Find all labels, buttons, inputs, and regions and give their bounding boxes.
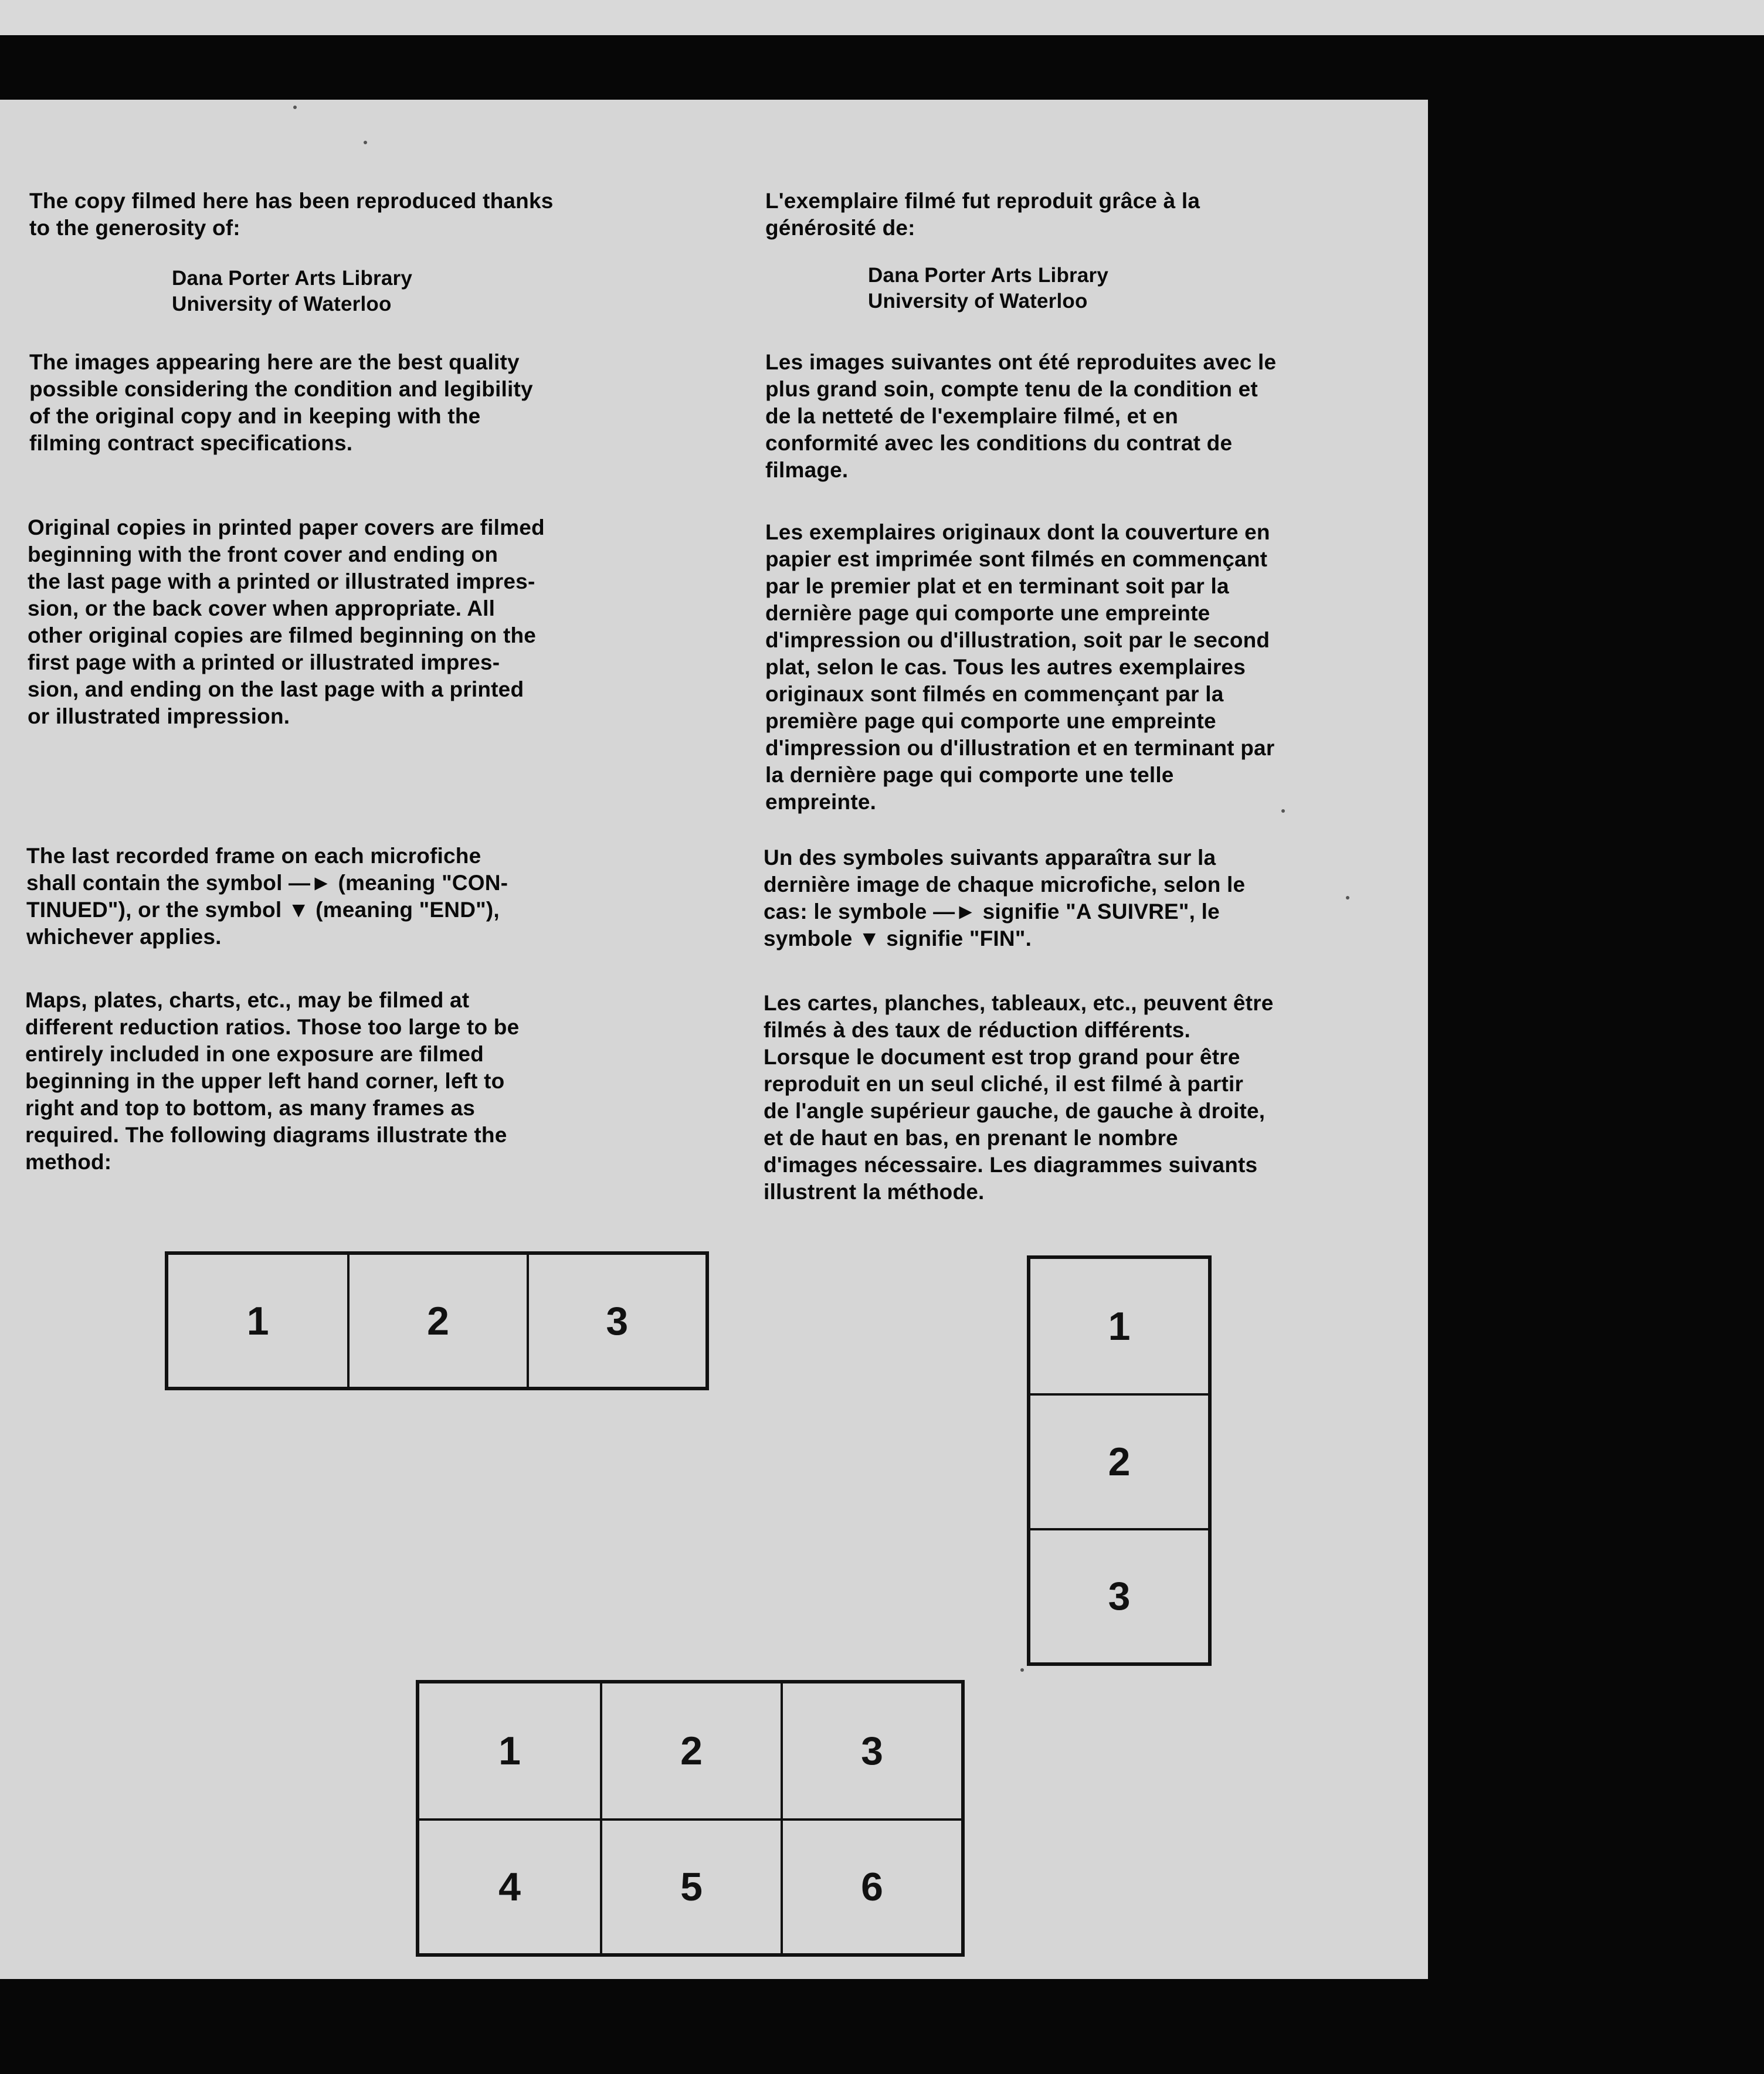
right-quality-paragraph: Les images suivantes ont été reproduites avec le plus grand soin, compte tenu de la condition et de la netteté de l'exemplaire filmé, et en conformité avec les conditions du contrat de filmage. — [765, 350, 1277, 482]
diagram-column-cell: 3 — [1030, 1528, 1208, 1662]
scan-speck — [364, 141, 367, 144]
left-intro: The copy filmed here has been reproduced thanks to the generosity of: — [29, 189, 554, 240]
diagram-grid-cell: 3 — [781, 1683, 961, 1818]
diagram-row-cell: 3 — [527, 1255, 705, 1387]
left-maps-paragraph: Maps, plates, charts, etc., may be filmed at different reduction ratios. Those too large to be entirely included in one exposure are filmed beginning in the upper left hand corner, left to right and top to bottom, as many frames as required. The following diagrams illustrate the method: — [25, 988, 520, 1174]
diagram-row-cell: 1 — [246, 1298, 269, 1343]
right-library-name: Dana Porter Arts Library University of Waterloo — [868, 264, 1109, 313]
diagram-grid — [416, 1680, 965, 1957]
document-page — [0, 100, 1428, 1979]
right-maps-paragraph: Les cartes, planches, tableaux, etc., peuvent être filmés à des taux de réduction différents. Lorsque le document est trop grand pour être reproduit en un seul cliché, il est filmé à partir de l'angle supérieur gauche, de gauche à droite, et de haut en bas, en prenant le nombre d'images nécessaire. Les diagrammes suivants illustrent la méthode. — [764, 991, 1274, 1204]
diagram-grid-cell: 2 — [600, 1683, 781, 1818]
diagram-column-cell: 1 — [1108, 1304, 1131, 1349]
right-symbols-paragraph: Un des symboles suivants apparaîtra sur la dernière image de chaque microfiche, selon le cas: le symbole —► signifie "A SUIVRE", le symbole ▼ signifie "FIN". — [764, 846, 1246, 951]
scan-speck — [1346, 896, 1349, 899]
scan-speck — [1020, 1668, 1024, 1672]
left-library-name: Dana Porter Arts Library University of Waterloo — [172, 267, 413, 315]
diagram-grid-cell: 4 — [419, 1818, 600, 1953]
diagram-column — [1027, 1255, 1212, 1666]
right-intro: L'exemplaire filmé fut reproduit grâce à la générosité de: — [765, 189, 1200, 240]
left-originals-paragraph: Original copies in printed paper covers are filmed beginning with the front cover and ending on the last page with a printed or illustrated impres- sion, or the back cover when appropriate. All other original copies are filmed beginning on the first page with a printed or illustrated impres- sion, and ending on the last page with a printed or illustrated impression. — [28, 515, 545, 728]
diagram-row — [165, 1251, 709, 1390]
scan-top-edge — [0, 0, 1764, 35]
diagram-grid-cell: 5 — [600, 1818, 781, 1953]
scan-speck — [293, 106, 297, 109]
diagram-column-cell: 2 — [1030, 1393, 1208, 1528]
left-quality-paragraph: The images appearing here are the best quality possible considering the condition and legibility of the original copy and in keeping with the filming contract specifications. — [29, 350, 533, 455]
diagram-grid-cell: 6 — [781, 1818, 961, 1953]
left-symbols-paragraph: The last recorded frame on each microfiche shall contain the symbol —► (meaning "CON- TINUED"), or the symbol ▼ (meaning "END"), whichever applies. — [26, 844, 508, 949]
right-originals-paragraph: Les exemplaires originaux dont la couverture en papier est imprimée sont filmés en commençant par le premier plat et en terminant soit par la dernière page qui comporte une empreinte d'impression ou d'illustration, soit par le second plat, selon le cas. Tous les autres exemplaires originaux sont filmés en commençant par la première page qui comporte une empreinte d'impression ou d'illustration et en terminant par la dernière page qui comporte une telle empreinte. — [765, 520, 1275, 814]
diagram-grid-cell: 1 — [498, 1729, 521, 1773]
diagram-row-cell: 2 — [347, 1255, 526, 1387]
scan-speck — [1281, 809, 1285, 813]
